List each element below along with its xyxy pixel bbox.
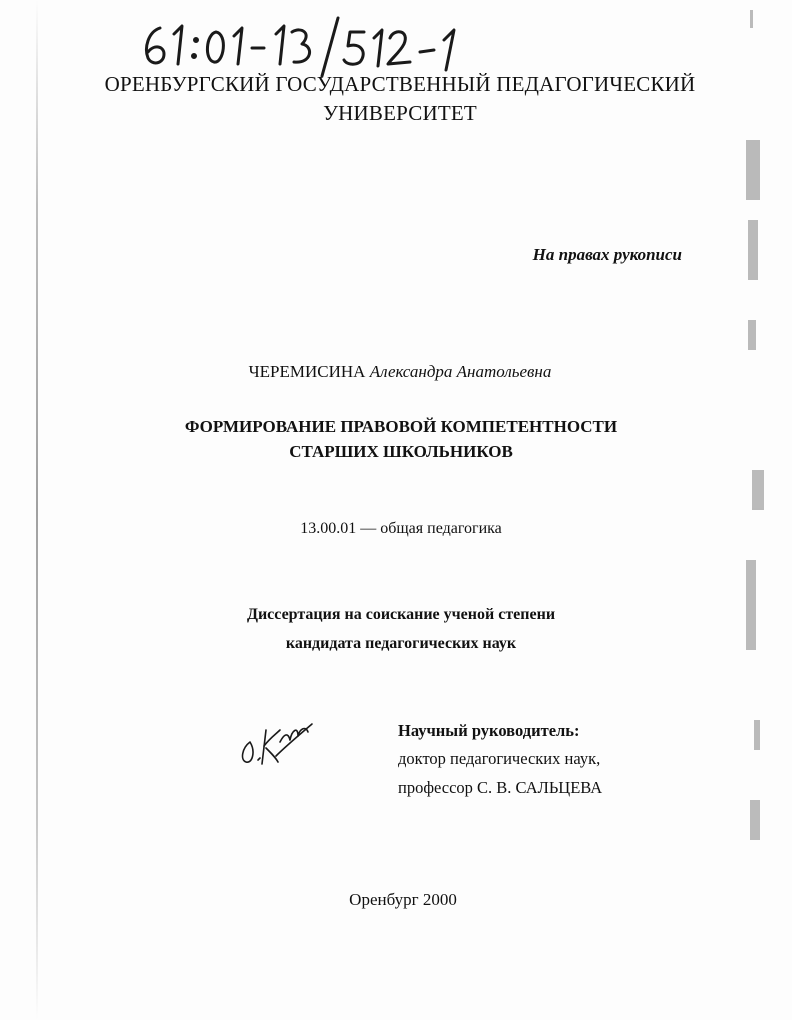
manuscript-rights-note: На правах рукописи bbox=[532, 245, 682, 264]
author-given-names: Александра Анатольевна bbox=[369, 362, 552, 381]
supervisor-heading: Научный руководитель: bbox=[398, 721, 580, 740]
handwritten-archive-code bbox=[138, 14, 498, 78]
supervisor-degree: доктор педагогических наук, bbox=[398, 749, 601, 768]
degree-statement-line-2: кандидата педагогических наук bbox=[285, 635, 517, 652]
dissertation-title-line-1: ФОРМИРОВАНИЕ ПРАВОВОЙ КОМПЕТЕНТНОСТИ bbox=[184, 417, 618, 436]
university-name-line-2: УНИВЕРСИТЕТ bbox=[323, 101, 477, 125]
specialty-code: 13.00.01 — общая педагогика bbox=[300, 520, 502, 537]
scan-right-margin-artifact bbox=[736, 0, 772, 1020]
degree-statement-line-1: Диссертация на соискание ученой степени bbox=[246, 606, 556, 623]
scan-left-margin-artifact bbox=[36, 0, 38, 1020]
author-name bbox=[0, 362, 792, 382]
city-year: Оренбург 2000 bbox=[349, 890, 457, 909]
dissertation-title-line-2: СТАРШИХ ШКОЛЬНИКОВ bbox=[289, 442, 513, 461]
author-surname: ЧЕРЕМИСИНА bbox=[248, 362, 366, 381]
university-name-line-1: ОРЕНБУРГСКИЙ ГОСУДАРСТВЕННЫЙ ПЕДАГОГИЧЕСКИЙ bbox=[104, 72, 696, 96]
author-signature bbox=[236, 712, 316, 772]
supervisor-name: профессор С. В. САЛЬЦЕВА bbox=[398, 778, 603, 797]
